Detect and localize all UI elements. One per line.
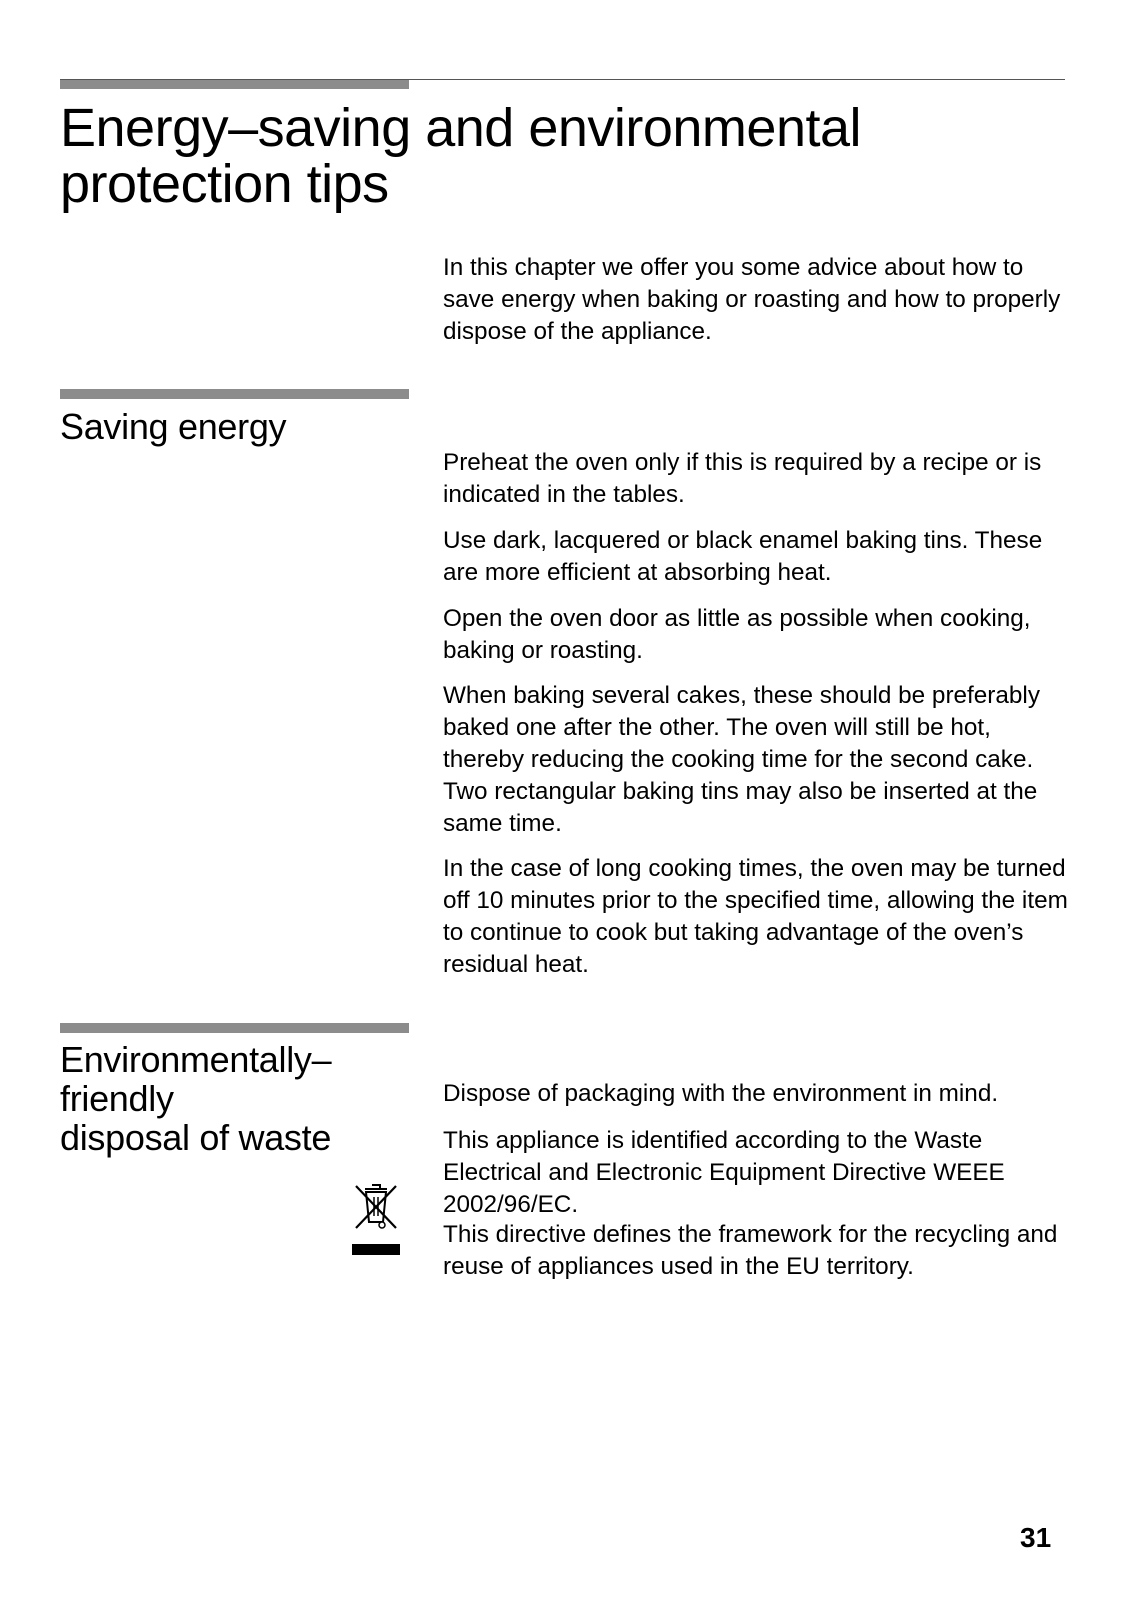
section-heading-saving-energy: Saving energy [60,406,287,447]
saving-energy-paragraph: Use dark, lacquered or black enamel baking tins. These are more efficient at absorbing heat. [443,527,1043,586]
saving-energy-paragraph: When baking several cakes, these should be preferably baked one after the other. The oven will still be hot, thereby reducing the cooking time for the second cake. Two rectangular baking tins may also be inserted at the same time. [443,682,1040,837]
title-accent-bar [60,79,409,89]
intro-paragraph: In this chapter we offer you some advice about how to save energy when baking or roasting and how to properly dispose of the appliance. [443,254,1061,345]
crossed-out-wheelie-bin-icon [352,1180,400,1256]
page-number: 31 [1020,1522,1052,1553]
section-heading-disposal-line: Environmentally– [60,1039,332,1080]
section-heading-disposal-line: disposal of waste [60,1117,332,1158]
saving-energy-paragraph: Preheat the oven only if this is required by a recipe or is indicated in the tables. [443,449,1042,508]
section-heading-disposal-line: friendly [60,1078,174,1119]
page-title: Energy–saving and environmental protection tips [60,98,862,214]
section-heading-disposal [60,1040,331,1157]
section-bar-saving-energy [60,389,409,399]
disposal-paragraph: This appliance is identified according to the Waste Electrical and Electronic Equipment Directive WEEE 2002/96/EC. [443,1127,1005,1218]
section-bar-disposal [60,1023,409,1033]
saving-energy-paragraph: Open the oven door as little as possible when cooking, baking or roasting. [443,605,1031,664]
disposal-paragraph: Dispose of packaging with the environment in mind. [443,1080,999,1107]
disposal-paragraph: This directive defines the framework for the recycling and reuse of appliances used in the EU territory. [443,1221,1058,1280]
title-rule [60,79,1065,80]
saving-energy-paragraph: In the case of long cooking times, the oven may be turned off 10 minutes prior to the specified time, allowing the item to continue to cook but taking advantage of the oven’s residual heat. [443,855,1068,978]
